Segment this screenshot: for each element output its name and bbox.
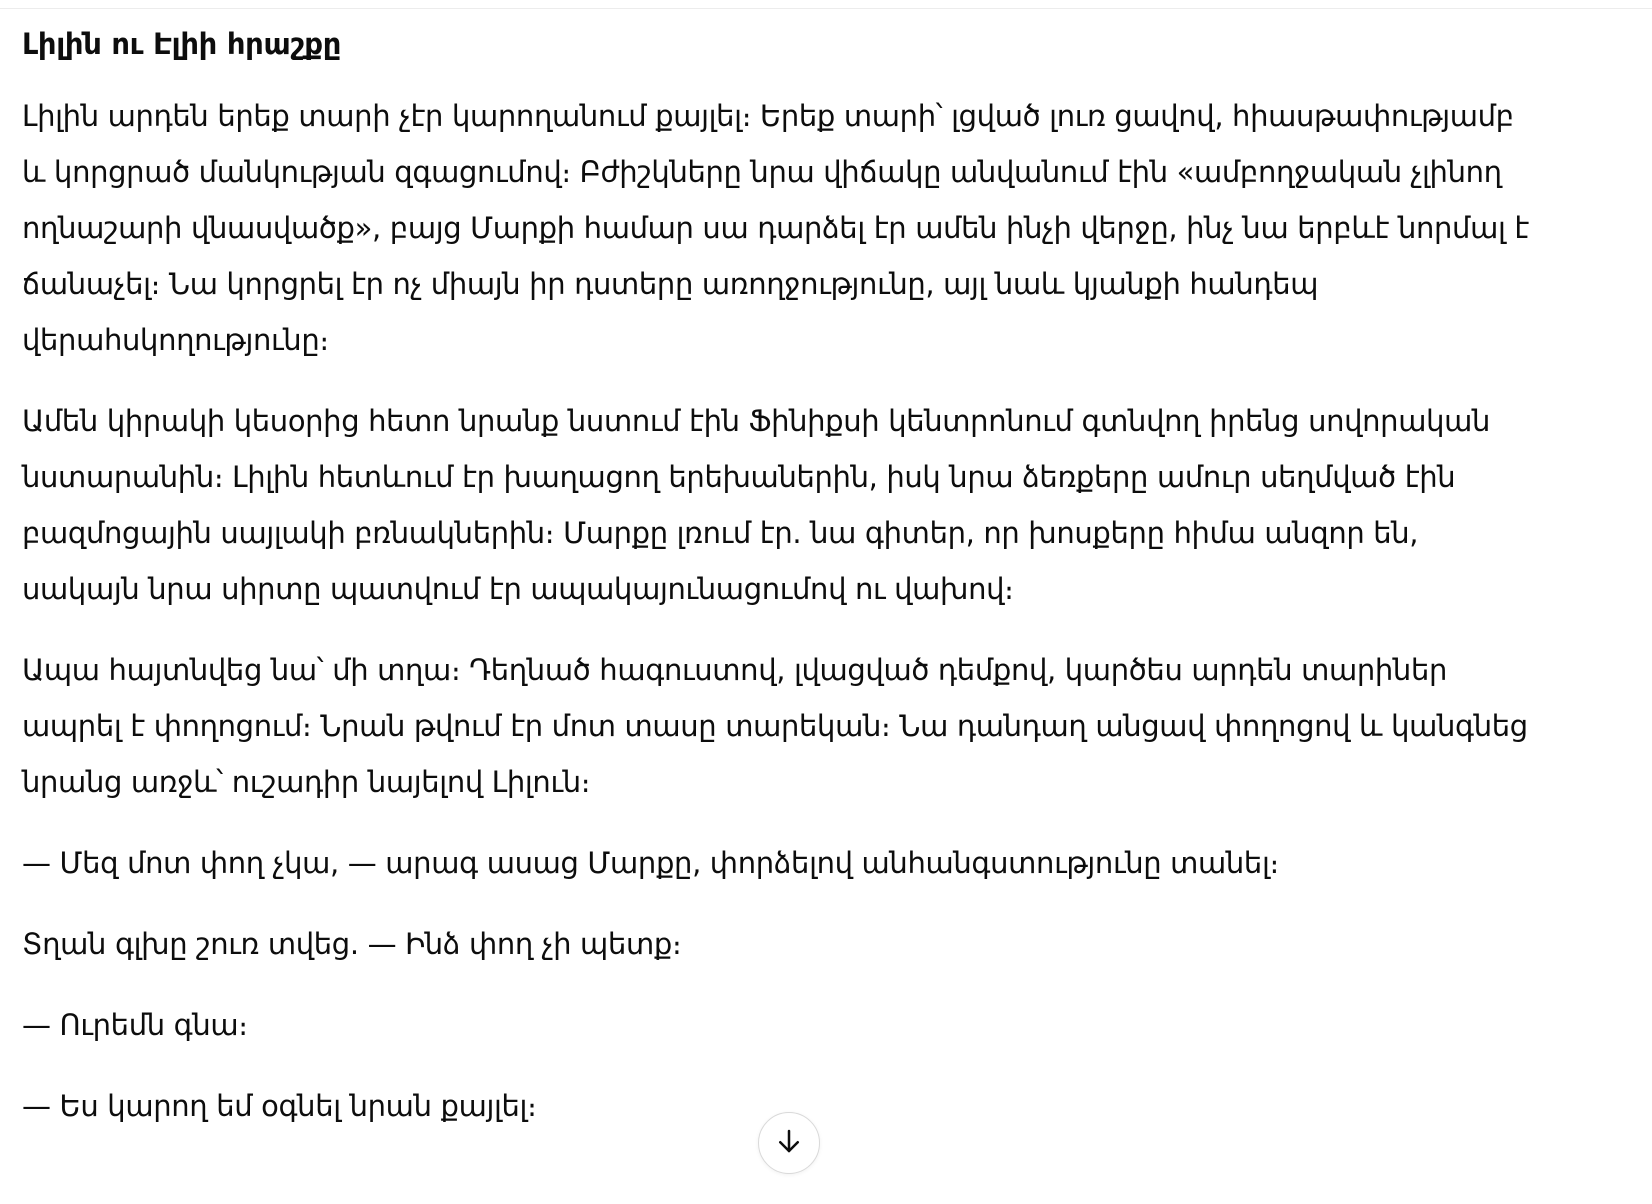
message-content: [22, 16, 1542, 1159]
story-paragraph: Լիլին արդեն երեք տարի չէր կարողանում քայլել։ Երեք տարի՝ լցված լուռ ցավով, հիասթափությամբ և կորցրած մանկության զգացումով։ Բժիշկները նրա վիճակը անվանում էին «ամբողջական չլինող ողնաշարի վնասվածք», բայց Մարքի համար սա դարձել էր ամեն ինչի վերջը, ինչ նա երբևէ նորմալ է ճանաչել։ Նա կորցրել էր ոչ միայն իր դստերը առողջությունը, այլ նաև կյանքի հանդեպ վերահսկողությունը։: [22, 99, 1529, 357]
story-paragraph: — Ուրեմն գնա։: [22, 1008, 248, 1042]
arrow-down-icon: [774, 1126, 804, 1160]
story-paragraph: — Մեզ մոտ փող չկա, — արագ ասաց Մարքը, փորձելով անհանգստությունը տանել։: [22, 846, 1279, 880]
story-paragraph: Ապա հայտնվեց նա՝ մի տղա։ Դեղնած հագուստով, լվացված դեմքով, կարծես արդեն տարիներ ապրել է փողոցում։ Նրան թվում էր մոտ տասը տարեկան։ Նա դանդաղ անցավ փողոցով և կանգնեց նրանց առջև՝ ուշադիր նայելով Լիլուն։: [22, 653, 1528, 799]
story-paragraph: — Ես կարող եմ օգնել նրան քայլել։: [22, 1089, 537, 1123]
story-paragraph: Տղան գլխը շուռ տվեց. — Ինձ փող չի պետք։: [22, 927, 682, 961]
scroll-down-button[interactable]: [758, 1112, 820, 1174]
story-title: Լիլին ու Էլիի հրաշքը: [22, 27, 342, 61]
story-paragraph: Ամեն կիրակի կեսօրից հետո նրանք նստում էին Ֆինիքսի կենտրոնում գտնվող իրենց սովորական նստարանին։ Լիլին հետևում էր խաղացող երեխաներին, իսկ նրա ձեռքերը ամուր սեղմված էին բազմոցային սայլակի բռնակներին։ Մարքը լռում էր. նա գիտեր, որ խոսքերը հիմա անզոր են, սակայն նրա սիրտը պատվում էր ապակայունացումով ու վախով։: [22, 404, 1491, 606]
top-divider: [0, 8, 1652, 9]
